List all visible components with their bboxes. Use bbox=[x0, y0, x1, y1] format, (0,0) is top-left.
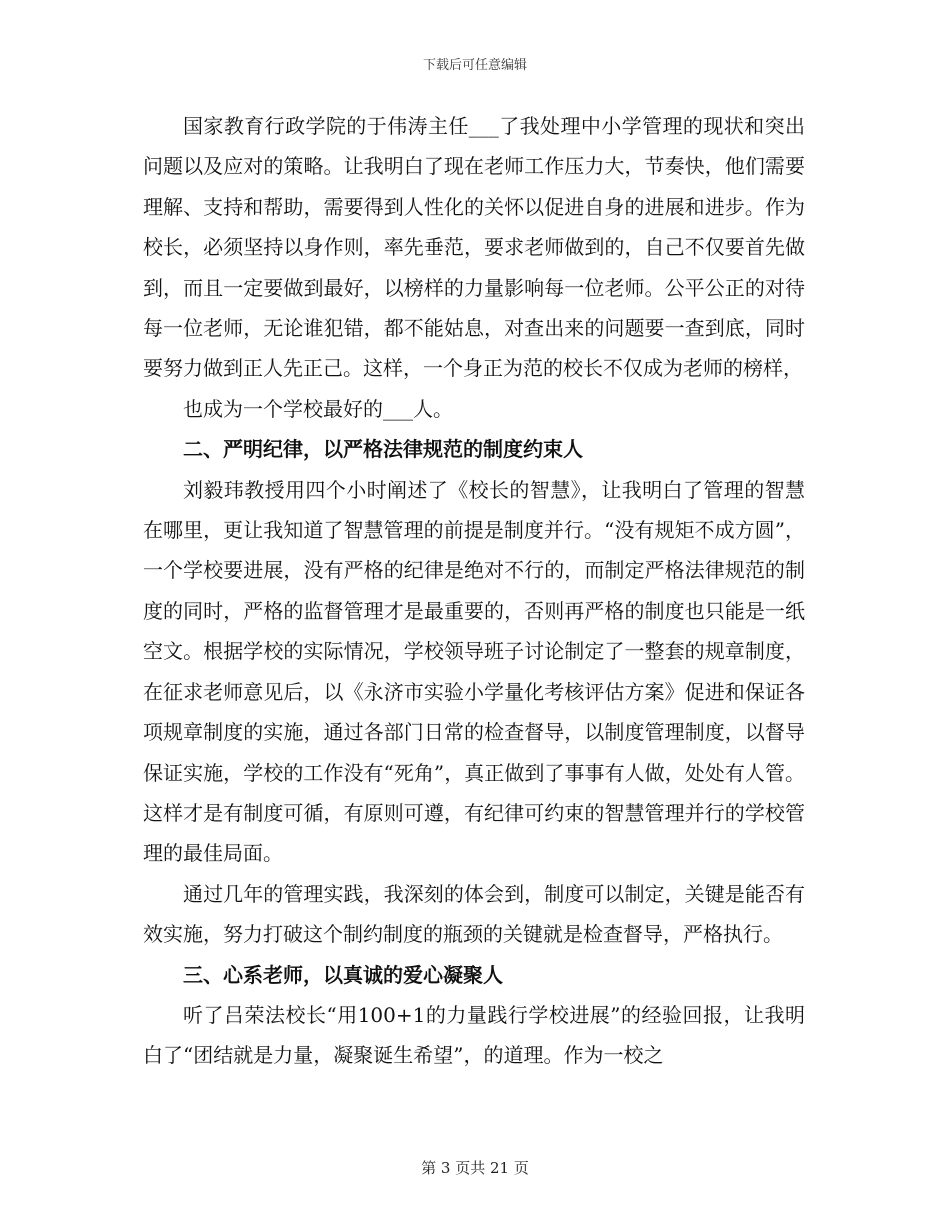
paragraph: 刘毅玮教授用四个小时阐述了《校长的智慧》，让我明白了管理的智慧在哪里，更让我知道了智慧管理的前提是制度并行。“没有规矩不成方圆”，一个学校要进展，没有严格的纪律是绝对不行的，而制定严格法律规范的制度的同时，严格的监督管理才是最重要的，否则再严格的制度也只能是一纸空文。根据学校的实际情况，学校领导班子讨论制定了一整套的规章制度，在征求老师意见后，以《永济市实验小学量化考核评估方案》促进和保证各项规章制度的实施，通过各部门日常的检查督导，以制度管理制度，以督导保证实施，学校的工作没有“死角”，真正做到了事事有人做，处处有人管。这样才是有制度可循，有原则可遵，有纪律可约束的智慧管理并行的学校管理的最佳局面。 bbox=[143, 477, 805, 866]
section-heading: 二、严明纪律，以严格法律规范的制度约束人 bbox=[183, 437, 583, 462]
document-body bbox=[143, 106, 805, 1076]
page-header: 下载后可任意编辑 bbox=[422, 58, 527, 73]
page-footer: 第 3 页共 21 页 bbox=[421, 1159, 529, 1177]
paragraph: 听了吕荣法校长“用100+1的力量践行学校进展”的经验回报，让我明白了“团结就是力量，凝聚诞生希望”，的道理。作为一校之 bbox=[143, 1002, 805, 1068]
paragraph: 国家教育行政学院的于伟涛主任___了我处理中小学管理的现状和突出问题以及应对的策略。让我明白了现在老师工作压力大，节奏快，他们需要理解、支持和帮助，需要得到人性化的关怀以促进自身的进展和进步。作为校长，必须坚持以身作则，率先垂范，要求老师做到的，自己不仅要首先做到，而且一定要做到最好，以榜样的力量影响每一位老师。公平公正的对待每一位老师，无论谁犯错，都不能姑息，对查出来的问题要一查到底，同时要努力做到正人先正己。这样，一个身正为范的校长不仅成为老师的榜样， bbox=[143, 114, 805, 381]
section-heading: 三、心系老师，以真诚的爱心凝聚人 bbox=[183, 962, 503, 987]
paragraph: 也成为一个学校最好的___人。 bbox=[183, 396, 453, 421]
paragraph: 通过几年的管理实践，我深刻的体会到，制度可以制定，关键是能否有效实施，努力打破这个制约制度的瓶颈的关键就是检查督导，严格执行。 bbox=[143, 881, 805, 947]
